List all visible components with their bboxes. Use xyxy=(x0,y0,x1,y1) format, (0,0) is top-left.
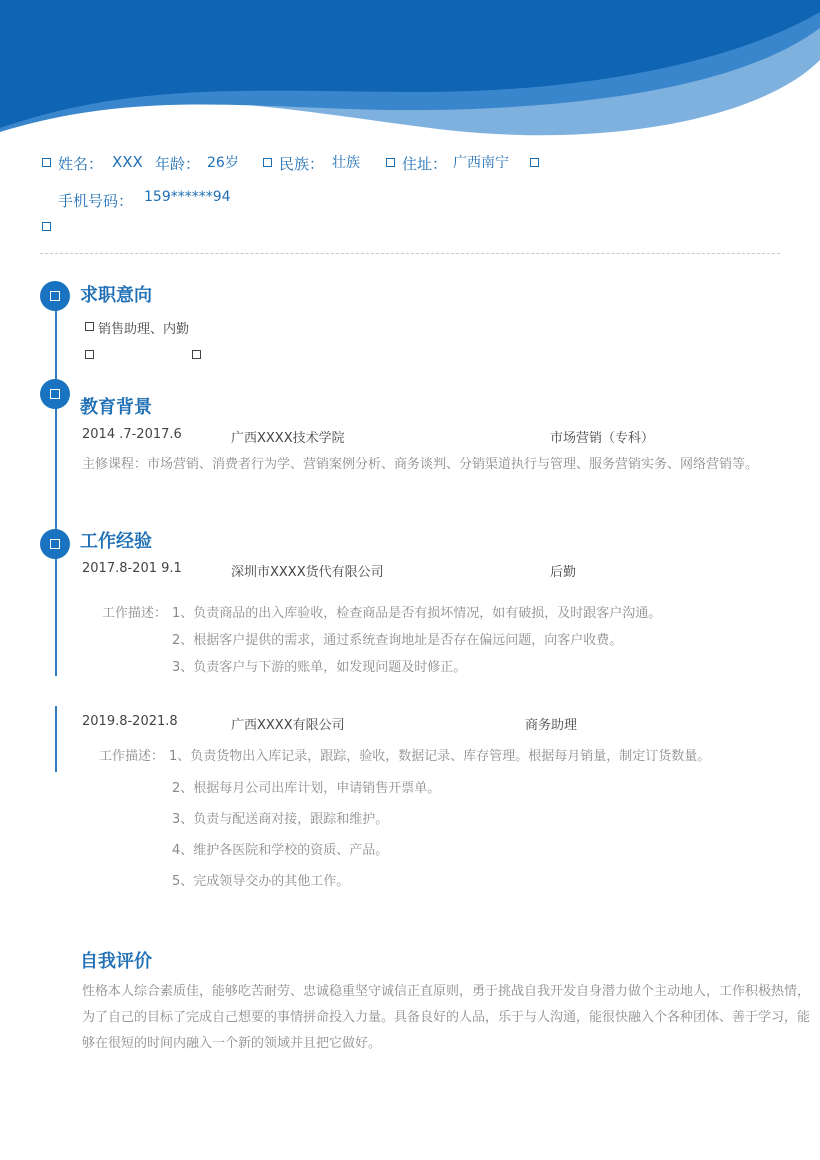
education-school: 广西XXXX技术学院 xyxy=(231,431,345,446)
education-period: 2014 .7-2017.6 xyxy=(82,427,182,442)
job-desc-item: 2、根据客户提供的需求，通过系统查询地址是否存在偏远问题，向客户收费。 xyxy=(172,633,623,648)
job-position: 后勤 xyxy=(550,565,577,580)
job-company: 深圳市XXXX货代有限公司 xyxy=(231,565,384,580)
checkbox-icon xyxy=(386,158,395,167)
address-value: 广西南宁 xyxy=(453,155,509,171)
job-desc-label: 工作描述： xyxy=(99,749,165,764)
checkbox-icon xyxy=(530,158,539,167)
phone-value: 159******94 xyxy=(144,189,231,205)
job-desc-label: 工作描述： xyxy=(102,606,168,621)
job-desc-item: 4、维护各医院和学校的资质、产品。 xyxy=(172,843,389,858)
job-company: 广西XXXX有限公司 xyxy=(231,718,345,733)
job-position: 商务助理 xyxy=(525,718,578,733)
timeline-line xyxy=(55,296,57,676)
job-desc-item: 1、负责货物出入库记录，跟踪，验收，数据记录、库存管理。根据每月销量，制定订货数量。 xyxy=(169,749,711,764)
checkbox-icon xyxy=(42,222,51,231)
phone-label: 手机号码： xyxy=(58,192,134,210)
job-period: 2019.8-2021.8 xyxy=(82,714,178,729)
age-label: 年龄： xyxy=(155,155,201,173)
section-marker-icon xyxy=(40,379,70,409)
name-label: 姓名： xyxy=(58,155,104,173)
job-desc-item: 5、完成领导交办的其他工作。 xyxy=(172,874,350,889)
self-eval-text: 性格本人综合素质佳，能够吃苦耐劳、忠诚稳重坚守诚信正直原则，勇于挑战自我开发自身潜力做个主动地人，工作积极热情，为了自己的目标了完成自己想要的事情拼命投入力量。具备良好的人品，乐于与人沟通，能很快融入个各种团体、善于学习，能够在很短的时间内融入一个新的领域并且把它做好。 xyxy=(82,984,811,1051)
objective-value: 销售助理、内勤 xyxy=(98,322,190,337)
section-marker-icon xyxy=(40,281,70,311)
section-marker-icon xyxy=(40,529,70,559)
job-desc-item: 1、负责商品的出入库验收，检查商品是否有损坏情况，如有破损，及时跟客户沟通。 xyxy=(172,606,662,621)
work-title: 工作经验 xyxy=(80,531,152,552)
dashed-divider xyxy=(40,253,780,254)
checkbox-icon xyxy=(85,350,94,359)
job-desc-item: 3、负责与配送商对接，跟踪和维护。 xyxy=(172,812,389,827)
education-courses: 主修课程：市场营销、消费者行为学、营销案例分析、商务谈判、分销渠道执行与管理、服务营销实务、网络营销等。 xyxy=(82,457,759,472)
job-desc-item: 3、负责客户与下游的账单，如发现问题及时修正。 xyxy=(172,660,467,675)
header-wave xyxy=(0,0,820,150)
timeline-line xyxy=(55,706,57,772)
ethnicity-label: 民族： xyxy=(279,155,325,173)
objective-title: 求职意向 xyxy=(80,285,152,306)
checkbox-icon xyxy=(42,158,51,167)
checkbox-icon xyxy=(192,350,201,359)
education-major: 市场营销（专科） xyxy=(550,431,655,446)
job-desc-item: 2、根据每月公司出库计划，申请销售开票单。 xyxy=(172,781,441,796)
education-title: 教育背景 xyxy=(80,397,152,418)
address-label: 住址： xyxy=(402,155,448,173)
checkbox-icon xyxy=(263,158,272,167)
checkbox-icon xyxy=(85,322,94,331)
self-eval-title: 自我评价 xyxy=(80,951,152,972)
job-period: 2017.8-201 9.1 xyxy=(82,561,182,576)
name-value: XXX xyxy=(112,153,143,171)
ethnicity-value: 壮族 xyxy=(332,155,360,171)
age-value: 26岁 xyxy=(207,155,239,171)
